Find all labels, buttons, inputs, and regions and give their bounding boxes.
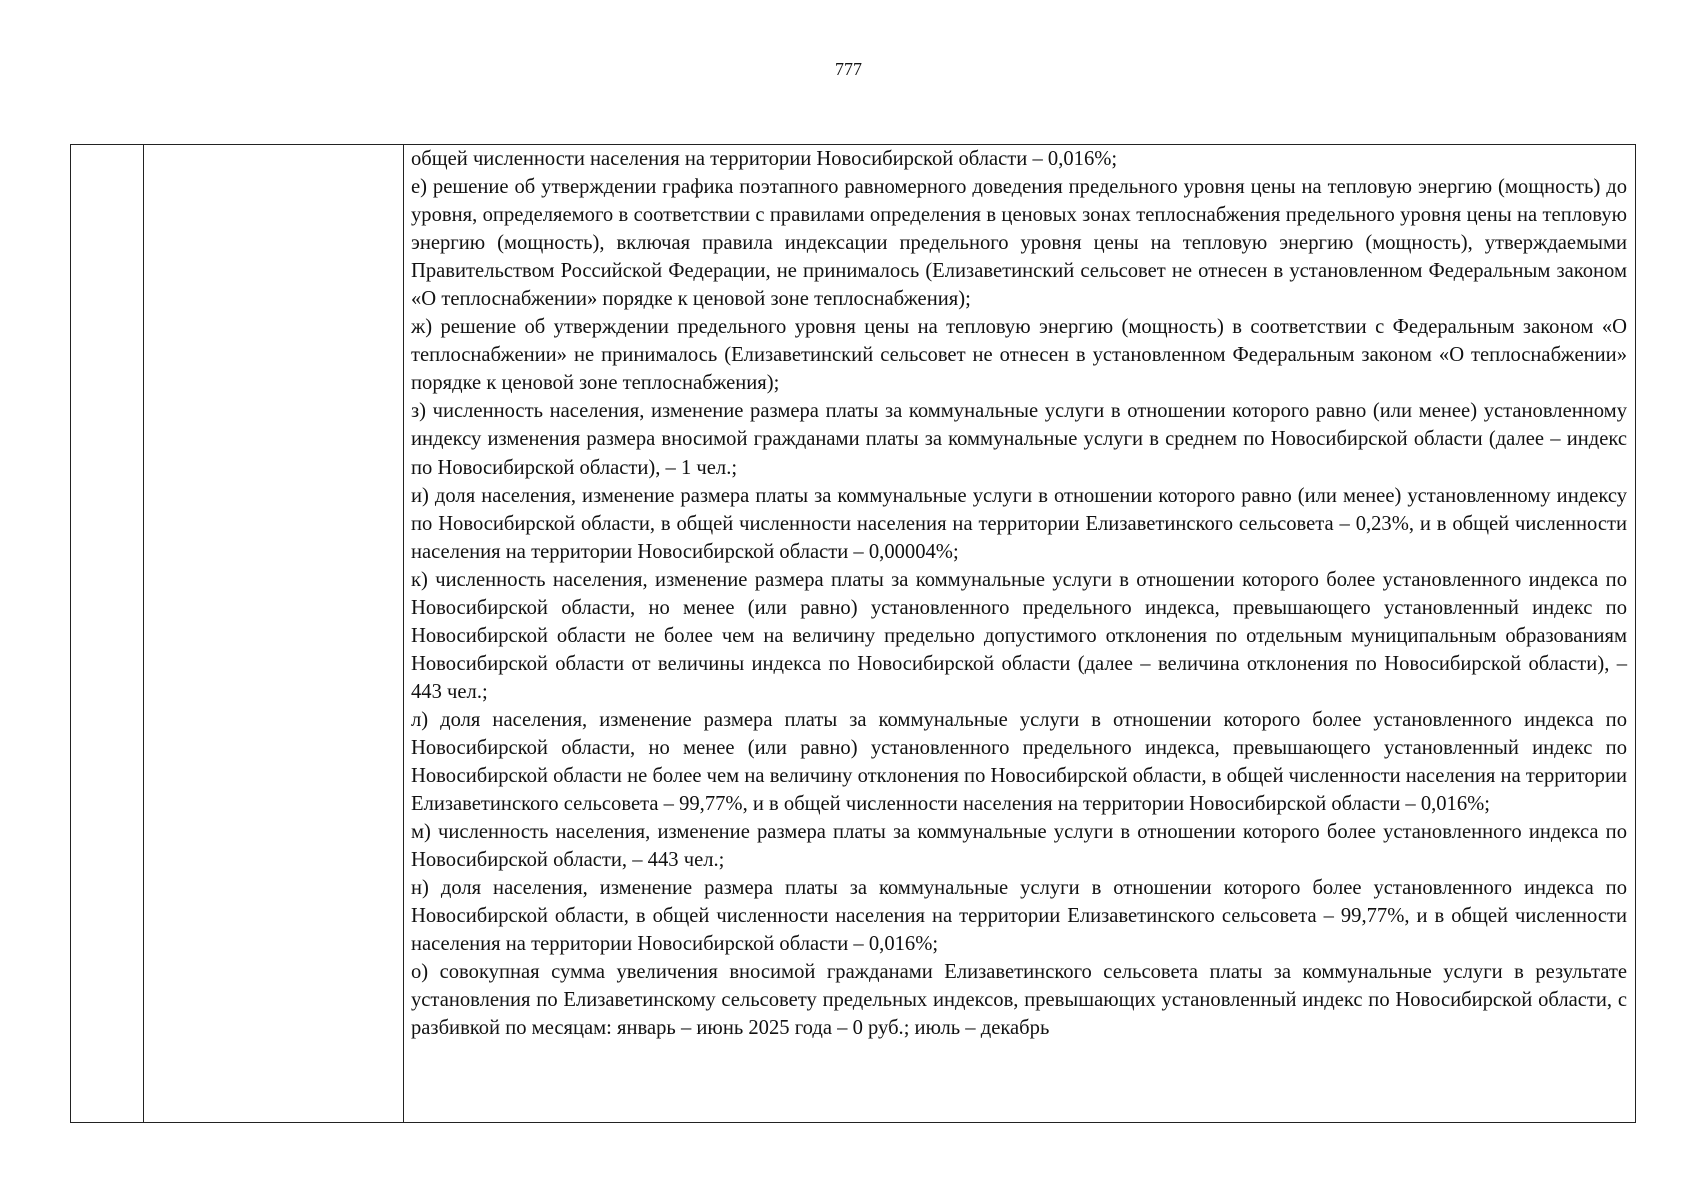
paragraph-n: н) доля населения, изменение размера платы за коммунальные услуги в отношении которого более установленного индекса по Новосибирской области, в общей численности населения на территории Елизаветинского сельсовета – 99,77%, и в общей численности населения на территории Новосибирской области – 0,016%; <box>411 877 1627 956</box>
paragraph-continuation: общей численности населения на территории Новосибирской области – 0,016%; <box>411 148 1118 170</box>
paragraph-z: з) численность населения, изменение размера платы за коммунальные услуги в отношении которого равно (или менее) установленному индексу изменения размера вносимой гражданами платы за коммунальные услуги в среднем по Новосибирской области (далее – индекс по Новосибирской области), – 1 чел.; <box>411 400 1627 479</box>
paragraph-i: и) доля населения, изменение размера платы за коммунальные услуги в отношении которого равно (или менее) установленному индексу по Новосибирской области, в общей численности населения на территории Елизаветинского сельсовета – 0,23%, и в общей численности населения на территории Новосибирской области – 0,00004%; <box>411 484 1627 563</box>
table-row <box>71 145 1636 1123</box>
table-cell-name <box>144 145 404 1123</box>
page-number: 777 <box>835 59 862 79</box>
paragraph-k: к) численность населения, изменение размера платы за коммунальные услуги в отношении которого более установленного индекса по Новосибирской области, но менее (или равно) установленного предельного индекса, превышающего установленный индекс по Новосибирской области не более чем на величину предельно допустимого отклонения по отдельным муниципальным образованиям Новосибирской области от величины индекса по Новосибирской области (далее – величина отклонения по Новосибирской области), – 443 чел.; <box>411 568 1627 703</box>
paragraph-e: е) решение об утверждении графика поэтапного равномерного доведения предельного уровня цены на тепловую энергию (мощность) до уровня, определяемого в соответствии с правилами определения в ценовых зонах теплоснабжения предельного уровня цены на тепловую энергию (мощность), включая правила индексации предельного уровня цены на тепловую энергию (мощность), утверждаемыми Правительством Российской Федерации, не принималось (Елизаветинский сельсовет не отнесен в установленном Федеральным законом «О теплоснабжении» порядке к ценовой зоне теплоснабжения); <box>411 176 1627 311</box>
table-cell-number <box>71 145 144 1123</box>
table-cell-text <box>404 145 1636 1123</box>
paragraph-zh: ж) решение об утверждении предельного уровня цены на тепловую энергию (мощность) в соответствии с Федеральным законом «О теплоснабжении» не принималось (Елизаветинский сельсовет не отнесен в установленном Федеральным законом «О теплоснабжении» порядке к ценовой зоне теплоснабжения); <box>411 316 1627 395</box>
paragraph-l: л) доля населения, изменение размера платы за коммунальные услуги в отношении которого более установленного индекса по Новосибирской области, но менее (или равно) установленного предельного индекса, превышающего установленный индекс по Новосибирской области не более чем на величину отклонения по Новосибирской области, в общей численности населения на территории Елизаветинского сельсовета – 99,77%, и в общей численности населения на территории Новосибирской области – 0,016%; <box>411 708 1627 816</box>
paragraph-m: м) численность населения, изменение размера платы за коммунальные услуги в отношении которого более установленного индекса по Новосибирской области, – 443 чел.; <box>411 821 1627 872</box>
paragraph-o: о) совокупная сумма увеличения вносимой гражданами Елизаветинского сельсовета платы за коммунальные услуги в результате установления по Елизаветинскому сельсовету предельных индексов, превышающих установленный индекс по Новосибирской области, с разбивкой по месяцам: январь – июнь 2025 года – 0 руб.; июль – декабрь <box>411 961 1627 1040</box>
content-table <box>70 144 1636 1123</box>
